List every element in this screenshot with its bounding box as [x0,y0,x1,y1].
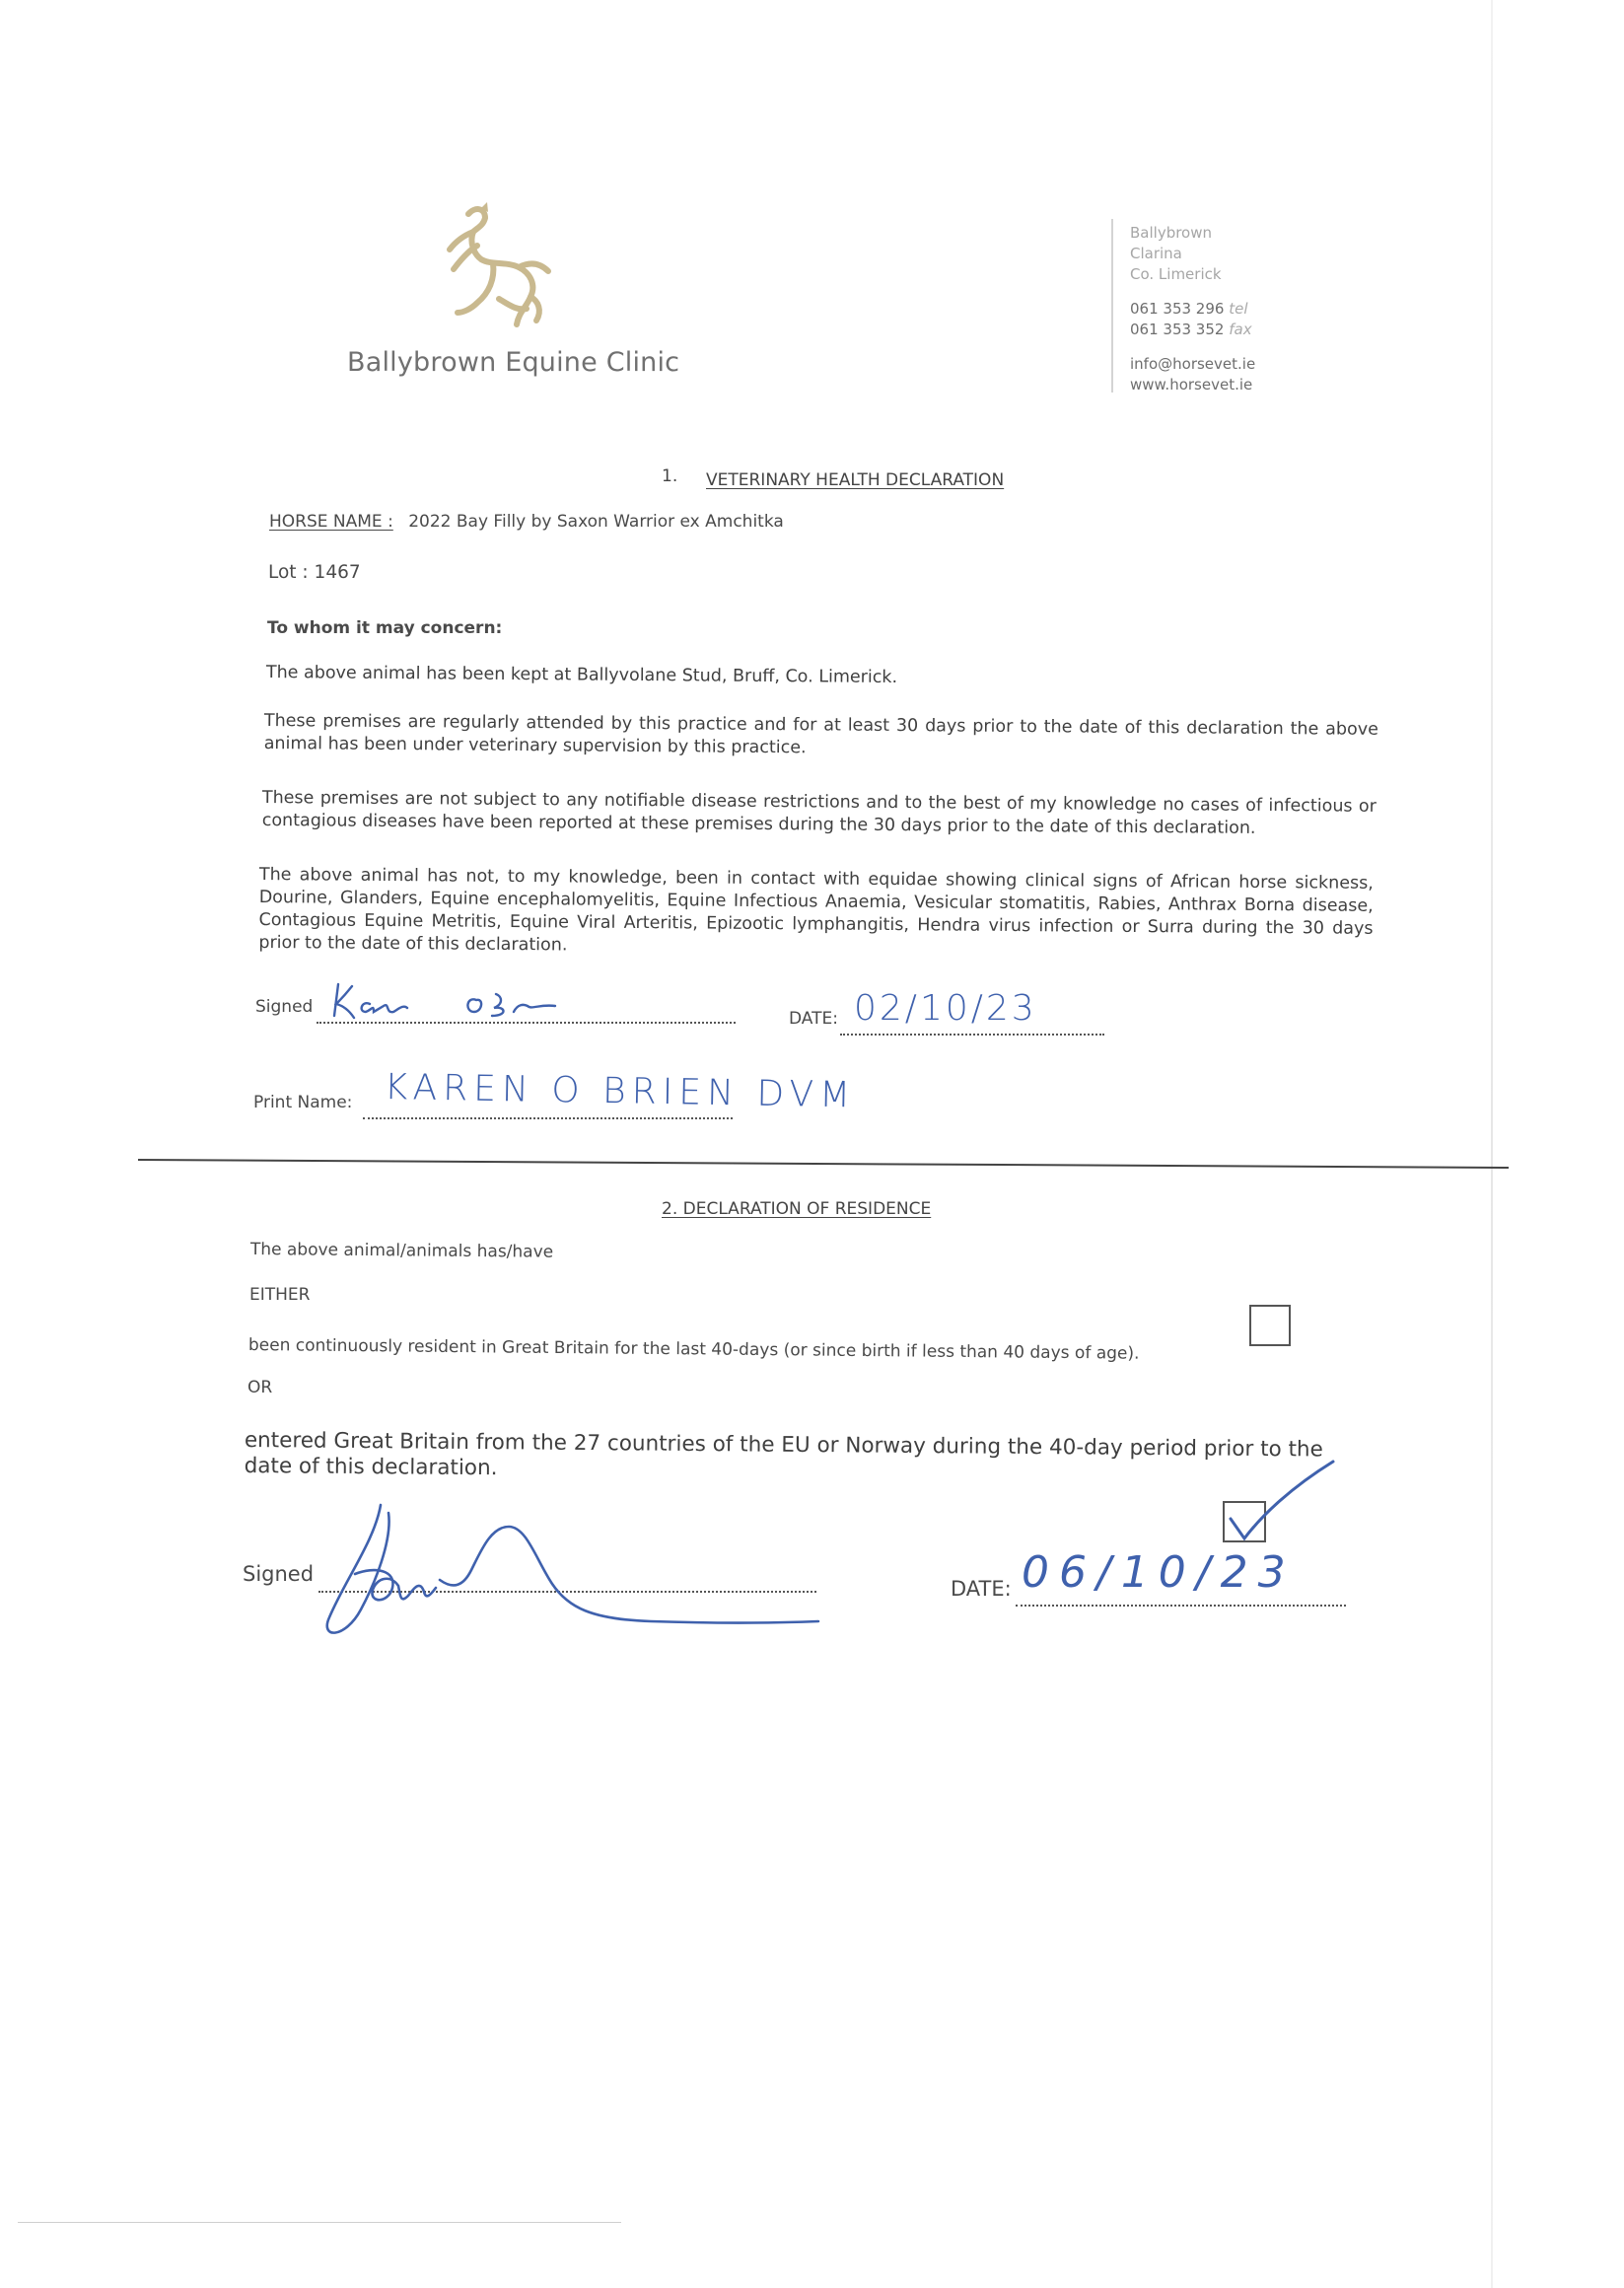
section-1-number: 1. [662,466,678,486]
email-link[interactable]: info@horsevet.ie [1130,355,1256,373]
paragraph-restrictions: These premises are not subject to any notifiable disease restrictions and to the best of my knowledge no cases of infectious or contagious diseases have been reported at these premises during the 30 days prior to the date of this declaration. [261,787,1377,838]
section-1-title: VETERINARY HEALTH DECLARATION [706,470,1005,490]
page-edge-shadow [1491,0,1493,2288]
date-value-2: 06/10/23 [1022,1547,1296,1598]
signed-label-1: Signed [255,997,314,1017]
date-label-1: DATE: [789,1009,838,1029]
phone-fax: 061 353 352 fax [1130,321,1252,338]
option-resident-text: been continuously resident in Great Britain for the last 40-days (or since birth if less than 40 days of age). [247,1335,1140,1364]
paragraph-contact: The above animal has not, to my knowledge, been in contact with equidae showing clinical signs of African horse sickness, Dourine, Glanders, Equine encephalomyelitis, Equine Infectious Anaemia, Vesicular stomatitis, Rabies, Anthrax Borna disease, Contagious Equine Metritis, Equine Viral Arteritis, Epizootic lymphangitis, Hendra virus infection or Surra during the 30 days prior to the date of this declaration. [258,864,1374,956]
scan-artifact-line [18,2222,621,2223]
print-name-line [363,1117,733,1119]
print-name-value: KAREN O BRIEN DVM [384,1067,857,1116]
horse-name-value: 2022 Bay Filly by Saxon Warrior ex Amchitka [408,512,784,532]
option-entered-text: entered Great Britain from the 27 countries of the EU or Norway during the 40-day period prior to the date of this declaration. [244,1428,1323,1481]
section-divider [138,1159,1509,1169]
horse-name-label: HORSE NAME : [269,512,393,532]
date-line-1 [840,1034,1104,1036]
date-line-2 [1016,1605,1346,1607]
rearing-horse-logo-icon [434,202,562,345]
phone-tel: 061 353 296 tel [1130,300,1248,318]
section-2-title: 2. DECLARATION OF RESIDENCE [662,1199,932,1219]
paragraph-premises: The above animal has been kept at Ballyvolane Stud, Bruff, Co. Limerick. [265,662,898,688]
website-link[interactable]: www.horsevet.ie [1130,376,1253,393]
horse-name-row [269,512,784,532]
checkmark-icon [1223,1458,1341,1550]
signature-2-image [316,1501,828,1653]
signed-label-2: Signed [243,1562,315,1586]
option-resident-checkbox[interactable] [1249,1305,1291,1346]
address-line-1: Ballybrown [1130,224,1213,242]
clinic-name: Ballybrown Equine Clinic [347,347,680,378]
address-line-3: Co. Limerick [1130,265,1222,283]
residence-intro: The above animal/animals has/have [249,1240,554,1262]
lot-number: Lot : 1467 [268,562,361,583]
print-name-label: Print Name: [253,1093,353,1112]
date-label-2: DATE: [951,1577,1012,1601]
address-line-2: Clarina [1130,245,1182,262]
signature-1-image [328,976,585,1030]
salutation: To whom it may concern: [267,618,503,638]
contact-divider [1111,219,1113,393]
or-label: OR [247,1378,273,1397]
date-value-1: 02/10/23 [854,988,1037,1029]
paragraph-supervision: These premises are regularly attended by this practice and for at least 30 days prior to the date of this declaration the above animal has been under veterinary supervision by this practice. [263,710,1378,758]
either-label: EITHER [249,1285,311,1305]
